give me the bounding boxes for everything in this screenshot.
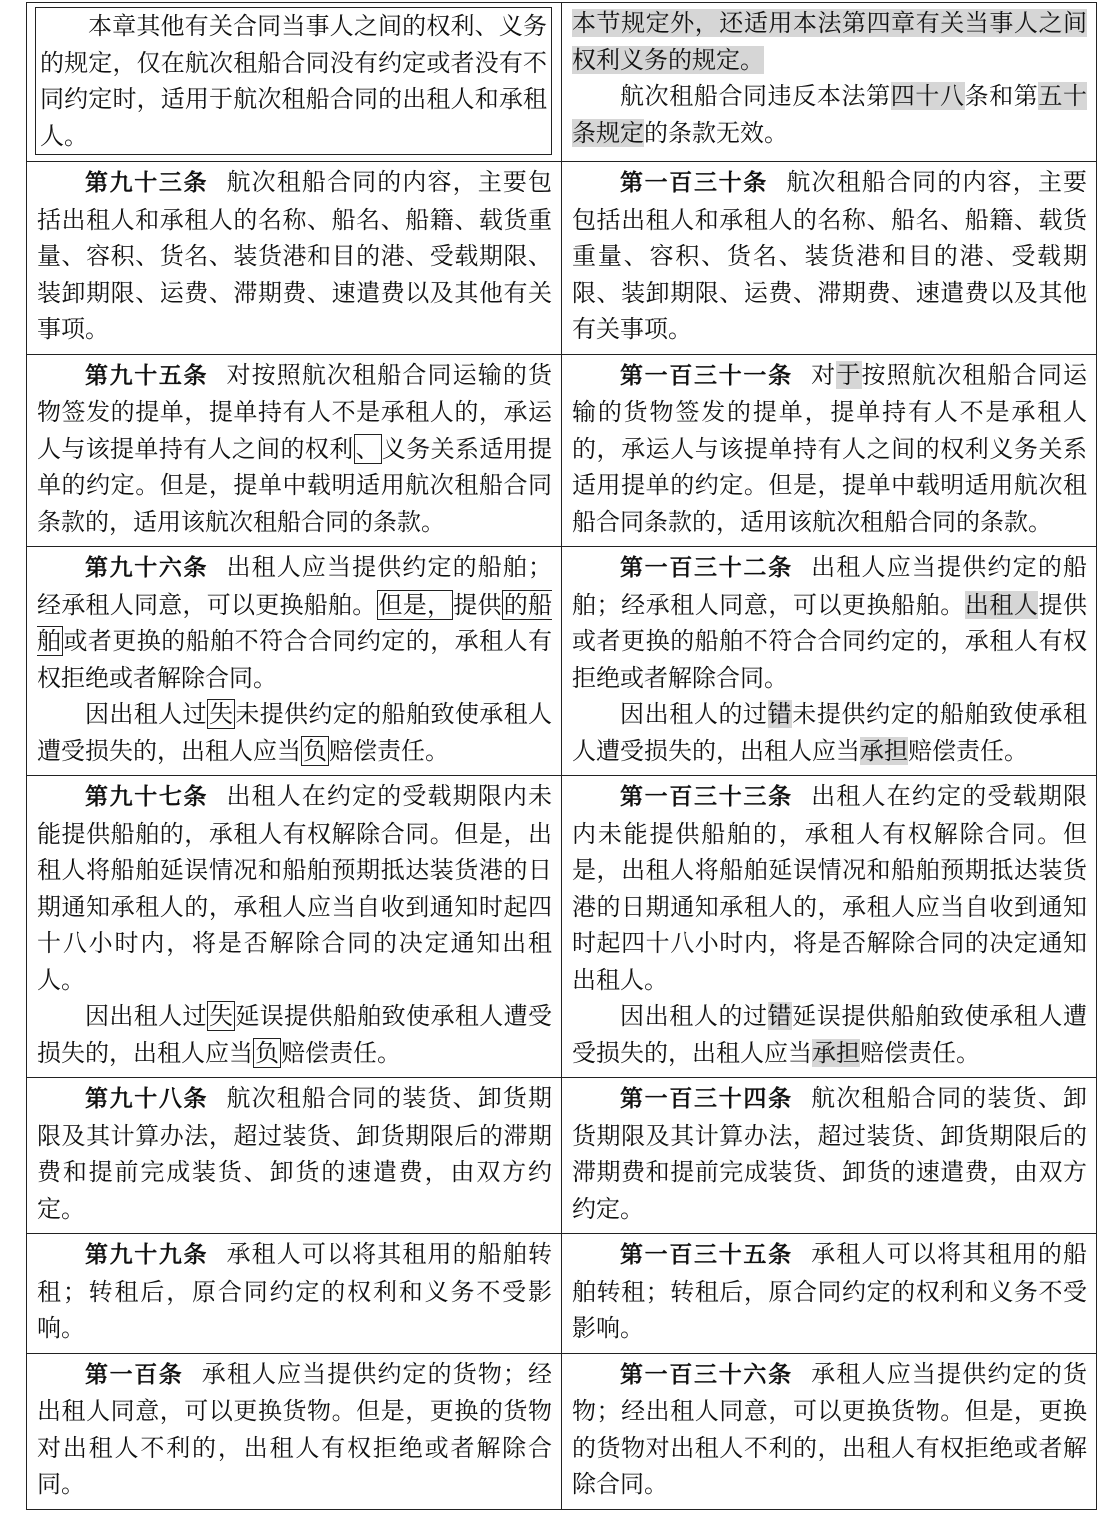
article-number: 第一百三十一条: [620, 362, 793, 389]
highlighted-text: 于: [836, 360, 862, 389]
article-text: 按照航次租船合同运输的货物签发的提单，提单持有人不是承租人的，承运人与该提单持有人之间的权利义务关系适用提单的约定。但是，提单中载明适用航次租船合同条款的，适用该航次租船合同的条款。: [572, 360, 1088, 536]
article-text: 提供: [453, 590, 502, 619]
paragraph: [572, 696, 1087, 769]
article-text: 未提供约定的船舶致使承租人遭受损失的，出租人应当: [572, 700, 1088, 765]
paragraph: [37, 1236, 552, 1347]
paragraph: [572, 78, 1087, 151]
article-text: 承租人应当提供约定的货物；经出租人同意，可以更换货物。但是，更换的货物对出租人不利的，出租人有权拒绝或者解除合同。: [572, 1359, 1088, 1498]
article-text: 延误提供船舶致使承租人遭受损失的，出租人应当: [572, 1002, 1088, 1067]
paragraph: [572, 1356, 1087, 1503]
article-text: 或者更换的船舶不符合合同约定的，承租人有权拒绝或者解除合同。: [37, 627, 553, 692]
article-text: 对按照航次租船合同运输的货物签发的提单，提单持有人不是承租人的，承运人与该提单持有人之间的权利: [37, 360, 553, 463]
article-number: 第九十五条: [85, 362, 209, 389]
boxed-text: 的船舶: [37, 590, 552, 655]
boxed-text: 但是，: [378, 590, 452, 619]
article-number: 第九十八条: [85, 1086, 209, 1112]
text: 的条款无效。: [644, 118, 788, 147]
paragraph: [37, 7, 552, 155]
article-text: 航次租船合同的内容，主要包括出租人和承租人的名称、船名、船籍、载货重量、容积、货名、装货港和目的港、受载期限、装卸期限、运费、滞期费、速遣费以及其他有关事项。: [37, 168, 553, 343]
old-law-cell: [27, 1234, 562, 1354]
article-text: 提供或者更换的船舶不符合合同约定的，承租人有权拒绝或者解除合同。: [572, 590, 1088, 692]
article-text: 赔偿责任。: [908, 736, 1028, 765]
article-text: 义务关系适用提单的约定。但是，提单中载明适用航次租船合同条款的，适用该航次租船合同的条款。: [37, 434, 553, 536]
highlighted-text: 出租人: [964, 590, 1039, 619]
article-number: 第一百条: [85, 1361, 184, 1388]
old-law-cell: [27, 1353, 562, 1509]
boxed-text: 负: [303, 736, 327, 765]
article-text: 航次租船合同的装货、卸货期限及其计算办法，超过装货、卸货期限后的滞期费和提前完成装货、卸货的速遣费，由双方约定。: [572, 1084, 1088, 1223]
highlighted-text: 承担: [812, 1038, 860, 1067]
paragraph: [37, 696, 552, 769]
article-number: 第九十七条: [85, 784, 209, 810]
paragraph: [37, 778, 552, 998]
article-text: 因出租人的过: [620, 700, 768, 728]
comparison-table: [26, 2, 1097, 1510]
new-law-cell: [562, 1353, 1097, 1509]
article-text: 承租人可以将其租用的船舶转租；转租后，原合同约定的权利和义务不受影响。: [37, 1240, 553, 1342]
old-law-cell: [27, 354, 562, 547]
new-law-cell: [562, 1078, 1097, 1234]
paragraph: [572, 998, 1087, 1071]
old-law-cell: [27, 3, 562, 162]
paragraph: [572, 357, 1087, 541]
highlighted-text: 承担: [860, 736, 908, 765]
article-text: 因出租人的过: [620, 1002, 768, 1030]
article-text: 因出租人过: [85, 700, 207, 728]
highlighted-text: 错: [767, 700, 793, 728]
boxed-text: 、: [355, 434, 380, 463]
article-text: 航次租船合同的装货、卸货期限及其计算办法，超过装货、卸货期限后的滞期费和提前完成装货、卸货的速遣费，由双方约定。: [37, 1084, 553, 1223]
paragraph: [572, 1080, 1087, 1227]
table-row: [27, 1234, 1097, 1354]
old-law-cell: [27, 162, 562, 355]
article-number: 第一百三十六条: [620, 1361, 793, 1388]
new-law-cell: [562, 776, 1097, 1078]
article-number: 第一百三十条: [620, 170, 768, 196]
table-row: [27, 3, 1097, 162]
article-number: 第九十九条: [85, 1242, 209, 1268]
table-row: [27, 1353, 1097, 1509]
boxed-text: 本章其他有关合同当事人之间的权利、义务的规定，仅在航次租船合同没有约定或者没有不同约定时，适用于航次租船合同的出租人和承租人。: [35, 7, 552, 155]
article-number: 第一百三十二条: [620, 555, 793, 581]
new-law-cell: [562, 3, 1097, 162]
article-number: 第一百三十三条: [620, 784, 793, 810]
article-text: 因出租人过: [85, 1002, 207, 1030]
table-row: [27, 354, 1097, 547]
highlighted-text: 错: [767, 1002, 793, 1030]
text: 航次租船合同违反本法第: [620, 82, 891, 110]
boxed-text: 失: [208, 700, 234, 728]
paragraph: [572, 1236, 1087, 1347]
table-row: [27, 162, 1097, 355]
table-row: [27, 1078, 1097, 1234]
boxed-text: 失: [208, 1002, 234, 1030]
table-row: [27, 776, 1097, 1078]
paragraph: [37, 1080, 552, 1227]
paragraph: [37, 549, 552, 696]
article-text: 出租人应当提供约定的船舶；经承租人同意，可以更换船舶。: [37, 553, 553, 619]
old-law-cell: [27, 547, 562, 776]
text: 条和第: [964, 82, 1039, 110]
old-law-cell: [27, 776, 562, 1078]
highlighted-text: 五十条规定: [572, 82, 1088, 147]
new-law-cell: [562, 354, 1097, 547]
article-text: 出租人应当提供约定的船舶；经承租人同意，可以更换船舶。: [572, 553, 1088, 619]
article-text: 承租人应当提供约定的货物；经出租人同意，可以更换货物。但是，更换的货物对出租人不利的，出租人有权拒绝或者解除合同。: [37, 1359, 553, 1498]
boxed-text: 负: [255, 1038, 279, 1067]
article-text: 赔偿责任。: [860, 1038, 980, 1067]
old-law-cell: [27, 1078, 562, 1234]
paragraph: [572, 164, 1087, 348]
paragraph: [572, 5, 1087, 78]
article-text: 赔偿责任。: [329, 736, 449, 765]
article-text: 赔偿责任。: [281, 1038, 401, 1067]
article-number: 第九十六条: [85, 555, 209, 581]
article-text: 对: [811, 360, 837, 389]
article-text: 航次租船合同的内容，主要包括出租人和承租人的名称、船名、船籍、载货重量、容积、货名、装货港和目的港、受载期限、装卸期限、运费、滞期费、速遣费以及其他有关事项。: [572, 168, 1088, 343]
article-text: 未提供约定的船舶致使承租人遭受损失的，出租人应当: [37, 700, 553, 765]
article-number: 第一百三十四条: [620, 1086, 793, 1112]
article-number: 第一百三十五条: [620, 1242, 793, 1268]
paragraph: [37, 357, 552, 541]
new-law-cell: [562, 162, 1097, 355]
paragraph: [37, 1356, 552, 1503]
paragraph: [37, 164, 552, 348]
paragraph: [572, 778, 1087, 998]
article-text: 出租人在约定的受载期限内未能提供船舶的，承租人有权解除合同。但是，出租人将船舶延误情况和船舶预期抵达装货港的日期通知承租人的，承租人应当自收到通知时起四十八小时内，将是否解除合同的决定通知出租人。: [572, 782, 1088, 994]
highlighted-text: 四十八: [890, 82, 965, 110]
highlighted-text: 本节规定外，还适用本法第四章有关当事人之间权利义务的规定。: [572, 9, 1087, 74]
article-number: 第九十三条: [85, 170, 209, 196]
new-law-cell: [562, 1234, 1097, 1354]
paragraph: [572, 549, 1087, 696]
article-text: 延误提供船舶致使承租人遭受损失的，出租人应当: [37, 1002, 553, 1067]
article-text: 出租人在约定的受载期限内未能提供船舶的，承租人有权解除合同。但是，出租人将船舶延误情况和船舶预期抵达装货港的日期通知承租人的，承租人应当自收到通知时起四十八小时内，将是否解除合同的决定通知出租人。: [37, 782, 553, 994]
table-row: [27, 547, 1097, 776]
new-law-cell: [562, 547, 1097, 776]
article-text: 承租人可以将其租用的船舶转租；转租后，原合同约定的权利和义务不受影响。: [572, 1240, 1088, 1342]
paragraph: [37, 998, 552, 1071]
